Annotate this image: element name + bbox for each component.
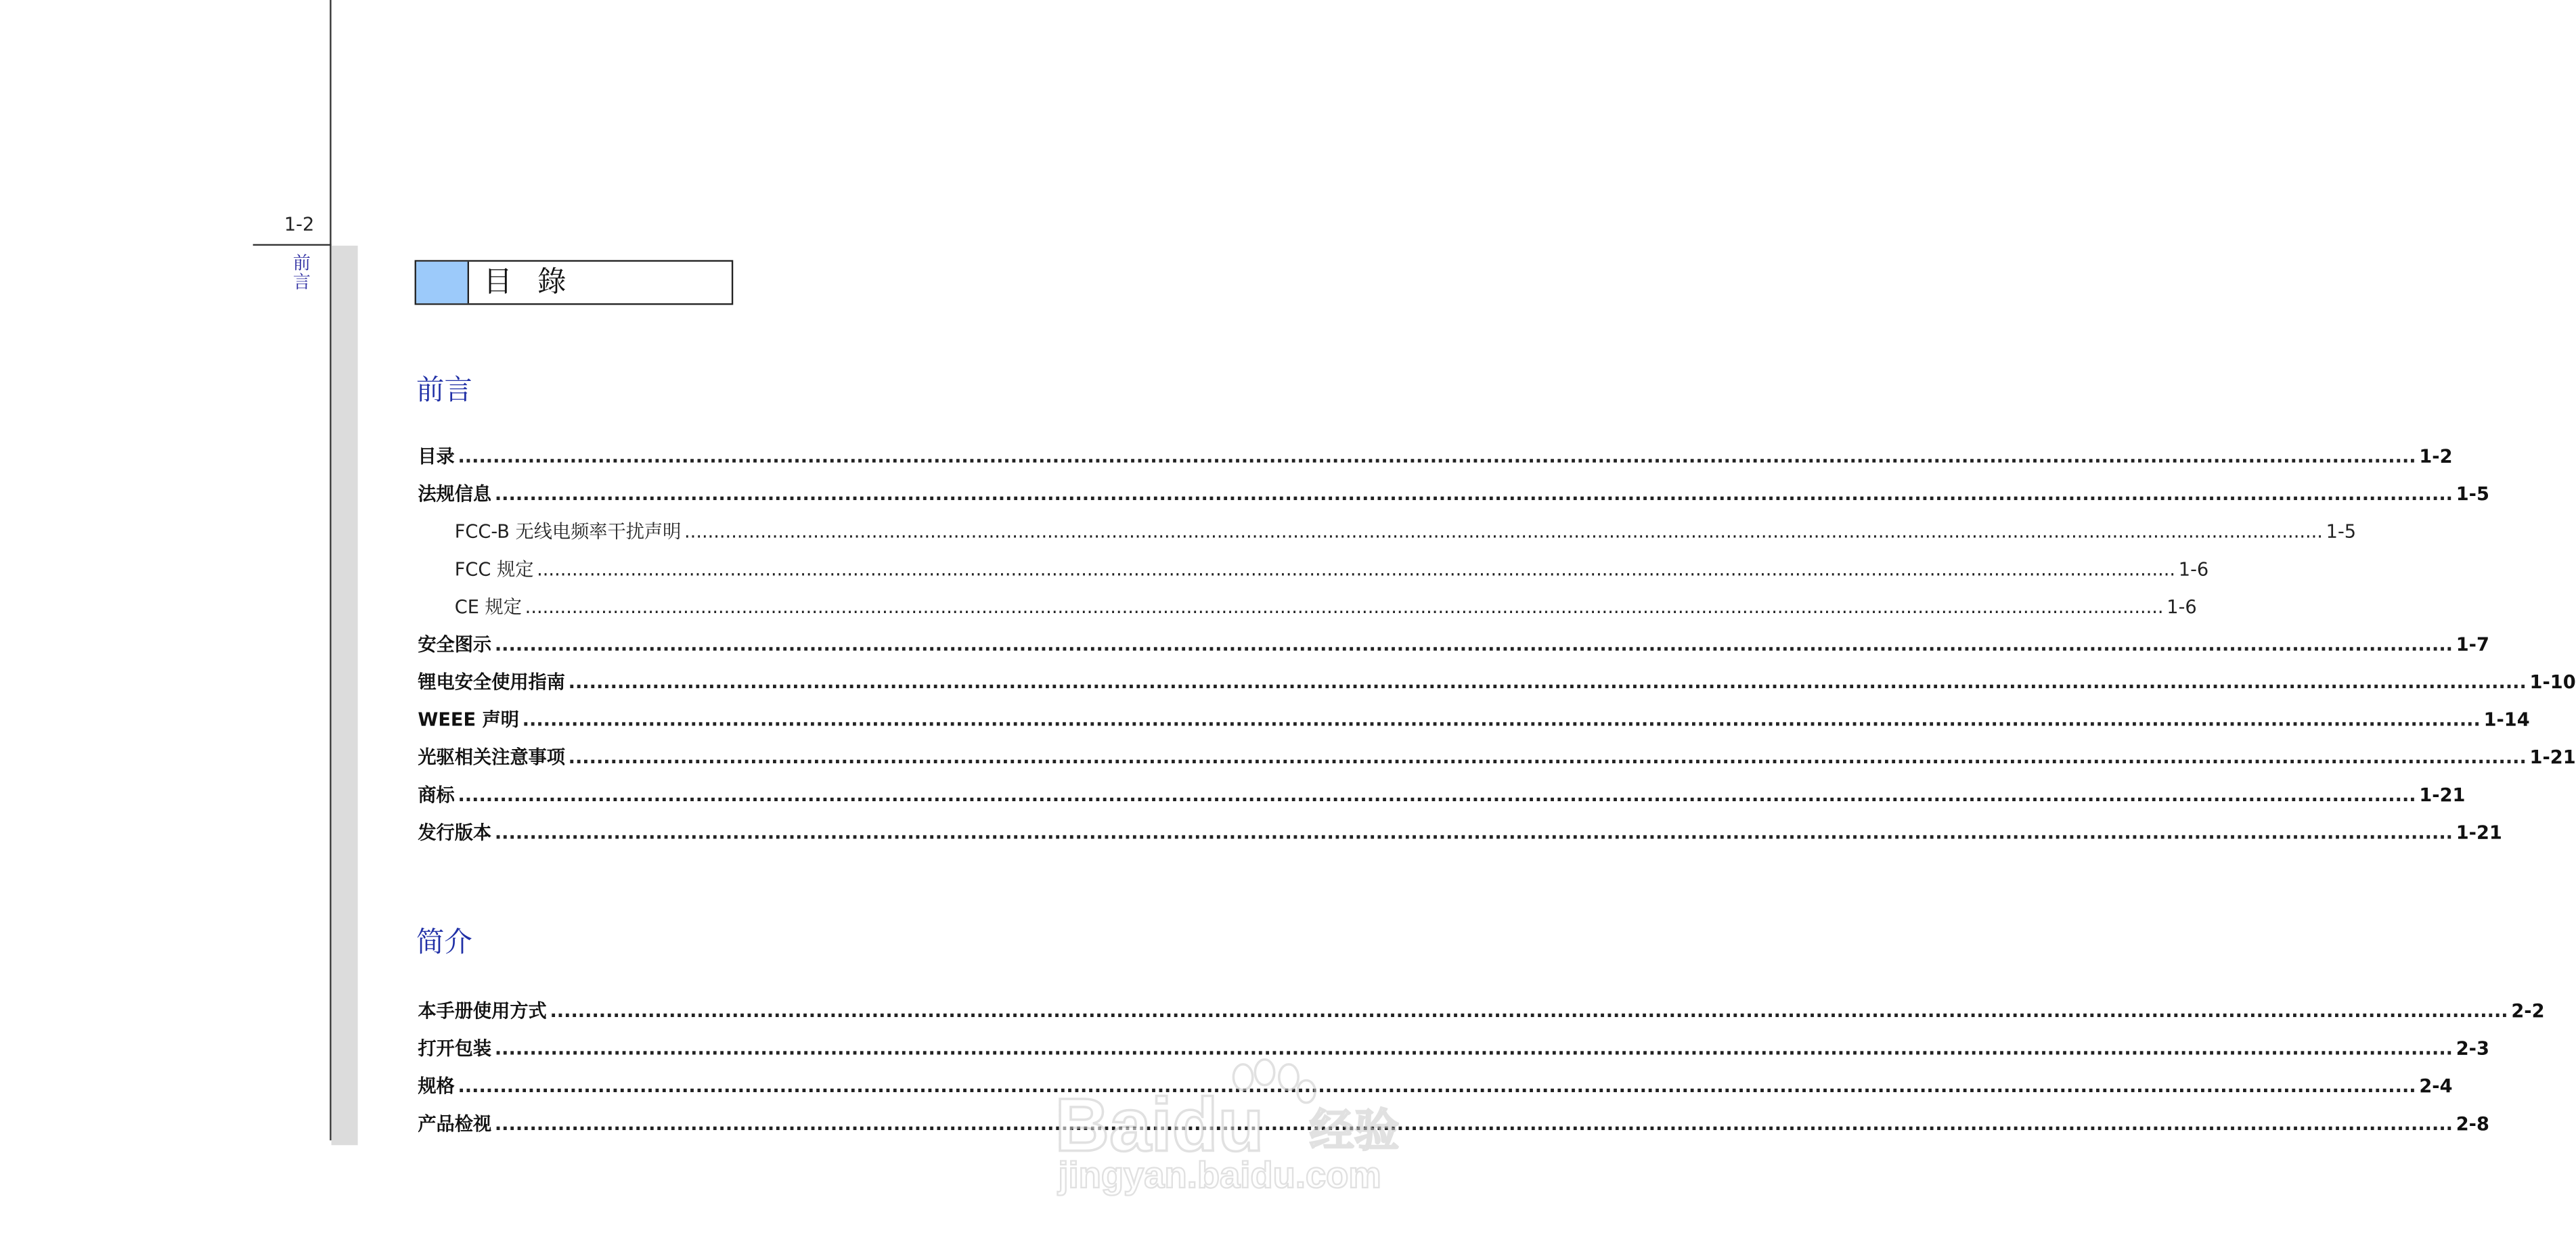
toc-header-title: 目 錄 [483,265,575,299]
header-color-swatch [416,262,469,303]
toc-entry-page: 1-21 [2529,747,2576,769]
toc-entry-label: 锂电安全使用指南 [418,672,565,694]
toc-entry-label: 打开包装 [418,1039,492,1060]
toc-entry-label: WEEE 声明 [418,709,519,731]
toc-entry-page: 1-6 [2167,597,2197,618]
page-number-rule [253,244,332,246]
toc-entry-page: 2-2 [2511,1001,2545,1022]
toc-entry-label: 产品检视 [418,1114,492,1135]
dot-leader [495,635,2453,656]
toc-entry-label: 规格 [418,1076,455,1098]
toc-subentry[interactable] [454,517,2357,543]
dot-leader [523,710,2481,731]
toc-entry-page: 1-10 [2529,672,2576,694]
watermark-brand: Baidu [1054,1082,1264,1167]
watermark-url: jingyan.baidu.com [1058,1154,1381,1196]
dot-leader [495,1039,2453,1060]
dot-leader [458,447,2416,468]
toc-entry-page: 1-7 [2456,634,2489,656]
toc-subentry[interactable] [454,555,2209,581]
toc-entry-label: CE 规定 [454,597,522,618]
toc-entry-label: 光驱相关注意事项 [418,747,565,769]
toc-entry[interactable] [418,442,2453,468]
toc-entry-page: 1-5 [2456,484,2489,505]
dot-leader [495,1114,2453,1135]
toc-entry-page: 1-6 [2178,559,2209,581]
toc-entry-label: 商标 [418,785,455,806]
toc-entry-page: 1-21 [2456,822,2502,844]
toc-subentry[interactable] [454,592,2197,618]
dot-leader [495,823,2453,844]
toc-entry-page: 1-5 [2326,522,2357,543]
toc-entry[interactable] [418,818,2502,844]
toc-entry-label: 发行版本 [418,822,492,844]
toc-entry[interactable] [418,780,2466,806]
dot-leader [458,1077,2416,1098]
section-title-intro: 简介 [416,926,472,959]
section-title-preface: 前言 [416,374,472,407]
toc-entry-page: 1-2 [2419,446,2453,468]
dot-leader [458,785,2416,806]
dot-leader [537,560,2175,581]
toc-header-box [415,260,734,305]
dot-leader [495,484,2453,505]
toc-entry[interactable] [418,996,2545,1022]
page-number: 1-2 [284,214,315,235]
toc-entry[interactable] [418,705,2530,731]
toc-entry-label: 目录 [418,446,455,468]
toc-entry[interactable] [418,1034,2489,1060]
toc-entry-page: 1-14 [2483,709,2530,731]
toc-entry[interactable] [418,667,2576,694]
dot-leader [525,597,2164,618]
dot-leader [569,748,2527,769]
toc-entry-page: 2-3 [2456,1039,2489,1060]
toc-entry-label: 法规信息 [418,484,492,505]
dot-leader [550,1001,2508,1022]
toc-entry-page: 2-4 [2419,1076,2453,1098]
toc-entry[interactable] [418,630,2489,656]
toc-entry-label: FCC-B 无线电频率干扰声明 [454,522,682,543]
margin-gray-band [332,246,358,1145]
side-section-label: 前言 [292,253,311,293]
watermark-suffix: 经验 [1309,1104,1400,1157]
dot-leader [569,672,2527,693]
toc-entry-page: 1-21 [2419,785,2466,806]
toc-entry-label: FCC 规定 [454,559,534,581]
toc-entry-label: 安全图示 [418,634,492,656]
dot-leader [684,522,2323,543]
toc-entry[interactable] [418,742,2576,769]
toc-entry-page: 2-8 [2456,1114,2489,1135]
toc-entry-label: 本手册使用方式 [418,1001,547,1022]
toc-entry[interactable] [418,479,2489,505]
baidu-jingyan-watermark [1054,1056,1400,1196]
